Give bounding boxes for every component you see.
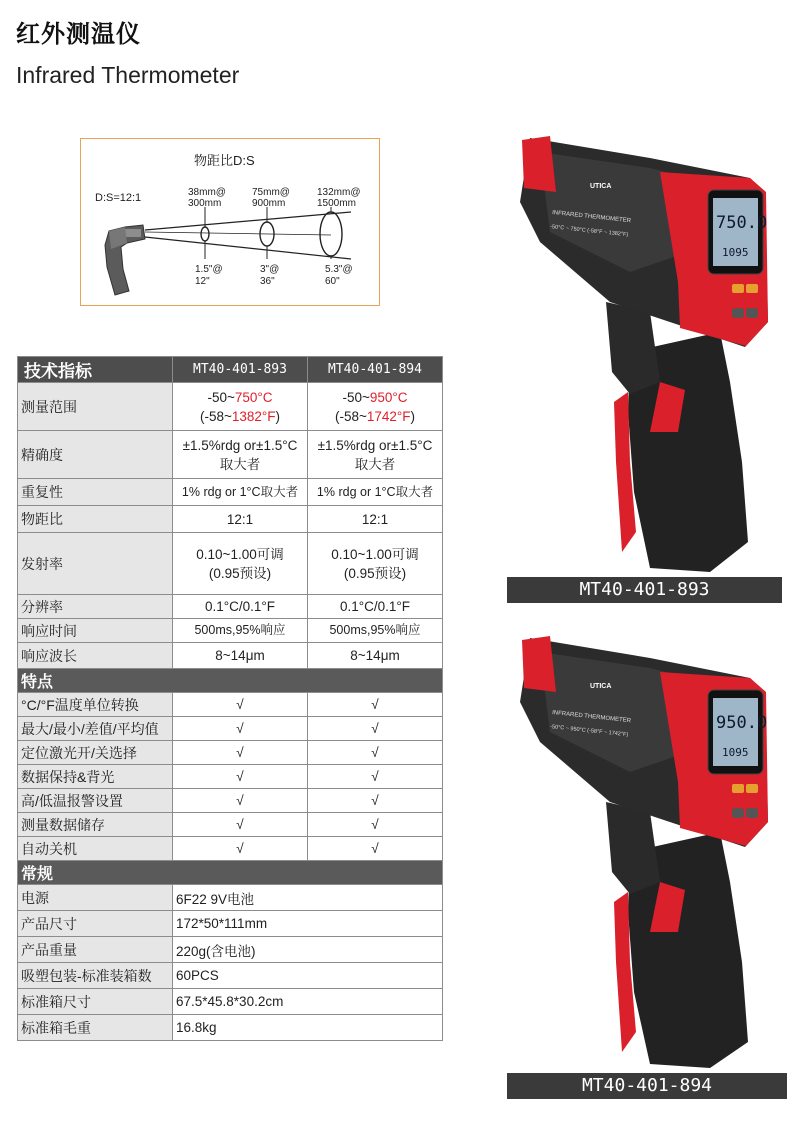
display-main-reading: 750.0	[716, 213, 768, 233]
device-button-3	[732, 308, 744, 318]
spec-value-accuracy-b: ±1.5%rdg or±1.5°C 取大者	[308, 431, 443, 479]
ds-bottom-label-2a: 3"@	[260, 264, 280, 275]
spec-value-range-a: -50~750°C (-58~1382°F)	[173, 383, 308, 431]
feature-check-a: √	[173, 717, 308, 741]
feature-check-b: √	[308, 789, 443, 813]
feature-check-a: √	[173, 837, 308, 861]
model-label-893: MT40-401-893	[507, 577, 782, 603]
general-label: 产品重量	[18, 937, 173, 963]
device-range-text: -50°C ~ 750°C (-58°F ~ 1382°F)	[549, 224, 629, 239]
device-button-4	[746, 808, 758, 818]
feature-row	[18, 741, 443, 765]
spec-row-accuracy	[18, 431, 443, 479]
general-row	[18, 885, 443, 911]
spec-row-resolution	[18, 595, 443, 619]
feature-label: 最大/最小/差值/平均值	[18, 717, 173, 741]
spec-label: 精确度	[18, 431, 173, 479]
spec-label: 响应波长	[18, 643, 173, 669]
feature-check-b: √	[308, 765, 443, 789]
spec-label: 发射率	[18, 533, 173, 595]
ds-top-label-1a: 38mm@	[188, 187, 226, 198]
spec-value-wl-b: 8~14μm	[308, 643, 443, 669]
feature-check-b: √	[308, 693, 443, 717]
product-image-2	[510, 632, 785, 1072]
spec-value-ds-a: 12:1	[173, 506, 308, 533]
section-title-general: 常规	[18, 861, 443, 885]
feature-check-b: √	[308, 741, 443, 765]
feature-row	[18, 789, 443, 813]
feature-row	[18, 765, 443, 789]
general-list	[18, 885, 443, 1041]
spec-row-wavelength	[18, 643, 443, 669]
ds-top-label-2a: 75mm@	[252, 187, 290, 198]
spec-value-range-b: -50~950°C (-58~1742°F)	[308, 383, 443, 431]
general-value: 60PCS	[173, 963, 443, 989]
spec-value-repeat-b: 1% rdg or 1°C取大者	[308, 479, 443, 506]
feature-check-b: √	[308, 813, 443, 837]
section-title-features: 特点	[18, 669, 443, 693]
spec-label: 重复性	[18, 479, 173, 506]
feature-row	[18, 837, 443, 861]
spec-row-ds	[18, 506, 443, 533]
ds-bottom-label-2b: 36"	[260, 276, 275, 287]
general-value: 172*50*111mm	[173, 911, 443, 937]
feature-label: 高/低温报警设置	[18, 789, 173, 813]
device-button-1	[732, 784, 744, 793]
feature-check-a: √	[173, 813, 308, 837]
spec-row-emissivity	[18, 533, 443, 595]
spec-header-row	[18, 357, 443, 383]
general-label: 标准箱尺寸	[18, 989, 173, 1015]
feature-row	[18, 717, 443, 741]
spec-value-res-a: 0.1°C/0.1°F	[173, 595, 308, 619]
feature-label: 自动关机	[18, 837, 173, 861]
device-button-2	[746, 784, 758, 793]
page-title-cn: 红外测温仪	[16, 20, 141, 48]
spec-label: 物距比	[18, 506, 173, 533]
feature-check-b: √	[308, 717, 443, 741]
spec-value-res-b: 0.1°C/0.1°F	[308, 595, 443, 619]
ds-top-label-2b: 900mm	[252, 198, 286, 209]
spec-value-accuracy-a: ±1.5%rdg or±1.5°C 取大者	[173, 431, 308, 479]
ds-ratio-label: D:S=12:1	[95, 192, 142, 204]
general-label: 电源	[18, 885, 173, 911]
section-header-features	[18, 669, 443, 693]
spec-header-model-b: MT40-401-894	[308, 357, 443, 383]
display-sub-reading: 1095	[722, 746, 749, 759]
spec-value-repeat-a: 1% rdg or 1°C取大者	[173, 479, 308, 506]
general-row	[18, 989, 443, 1015]
page-title-en: Infrared Thermometer	[16, 62, 240, 88]
feature-row	[18, 693, 443, 717]
spec-value-emis-b: 0.10~1.00可调 (0.95预设)	[308, 533, 443, 595]
device-button-1	[732, 284, 744, 293]
device-body-text: INFRARED THERMOMETER	[551, 210, 632, 225]
spec-row-repeatability	[18, 479, 443, 506]
feature-check-a: √	[173, 789, 308, 813]
feature-label: 定位激光开/关选择	[18, 741, 173, 765]
section-header-general	[18, 861, 443, 885]
feature-check-a: √	[173, 693, 308, 717]
spec-value-wl-a: 8~14μm	[173, 643, 308, 669]
ds-ratio-diagram	[80, 138, 380, 306]
spec-row-range	[18, 383, 443, 431]
ds-bottom-label-1a: 1.5"@	[195, 264, 223, 275]
device-button-2	[746, 284, 758, 293]
device-brand: UTICA	[590, 183, 612, 190]
ds-top-label-3b: 1500mm	[317, 198, 356, 209]
general-label: 标准箱毛重	[18, 1015, 173, 1041]
spec-header-title: 技术指标	[18, 357, 173, 383]
feature-check-a: √	[173, 741, 308, 765]
spec-label: 测量范围	[18, 383, 173, 431]
ds-top-label-1b: 300mm	[188, 198, 222, 209]
features-list	[18, 693, 443, 861]
ds-bottom-label-3a: 5.3"@	[325, 264, 353, 275]
spec-table	[17, 356, 443, 1041]
device-body-text: INFRARED THERMOMETER	[551, 710, 632, 725]
spec-value-emis-a: 0.10~1.00可调 (0.95预设)	[173, 533, 308, 595]
display-main-reading: 950.0	[716, 713, 768, 733]
general-label: 产品尺寸	[18, 911, 173, 937]
general-row	[18, 963, 443, 989]
device-button-3	[732, 808, 744, 818]
feature-label: 测量数据储存	[18, 813, 173, 837]
general-value: 220g(含电池)	[173, 937, 443, 963]
general-row	[18, 937, 443, 963]
device-brand: UTICA	[590, 683, 612, 690]
spec-row-response-time	[18, 619, 443, 643]
general-value: 67.5*45.8*30.2cm	[173, 989, 443, 1015]
feature-row	[18, 813, 443, 837]
spec-value-rt-b: 500ms,95%响应	[308, 619, 443, 643]
display-sub-reading: 1095	[722, 246, 749, 259]
ds-diagram-title: 物距比D:S	[194, 153, 255, 168]
spec-label: 分辨率	[18, 595, 173, 619]
device-button-4	[746, 308, 758, 318]
general-row	[18, 1015, 443, 1041]
spec-value-ds-b: 12:1	[308, 506, 443, 533]
spec-header-model-a: MT40-401-893	[173, 357, 308, 383]
spec-value-rt-a: 500ms,95%响应	[173, 619, 308, 643]
general-label: 吸塑包装-标准装箱数	[18, 963, 173, 989]
general-value: 6F22 9V电池	[173, 885, 443, 911]
device-range-text: -50°C ~ 950°C (-58°F ~ 1742°F)	[549, 724, 629, 739]
ds-bottom-label-1b: 12"	[195, 276, 210, 287]
product-image-1	[510, 132, 785, 577]
ds-top-label-3a: 132mm@	[317, 187, 361, 198]
mini-thermometer-icon	[105, 225, 145, 295]
general-value: 16.8kg	[173, 1015, 443, 1041]
feature-check-b: √	[308, 837, 443, 861]
spec-label: 响应时间	[18, 619, 173, 643]
feature-label: °C/°F温度单位转换	[18, 693, 173, 717]
general-row	[18, 911, 443, 937]
feature-label: 数据保持&背光	[18, 765, 173, 789]
model-label-894: MT40-401-894	[507, 1073, 787, 1099]
ds-bottom-label-3b: 60"	[325, 276, 340, 287]
feature-check-a: √	[173, 765, 308, 789]
